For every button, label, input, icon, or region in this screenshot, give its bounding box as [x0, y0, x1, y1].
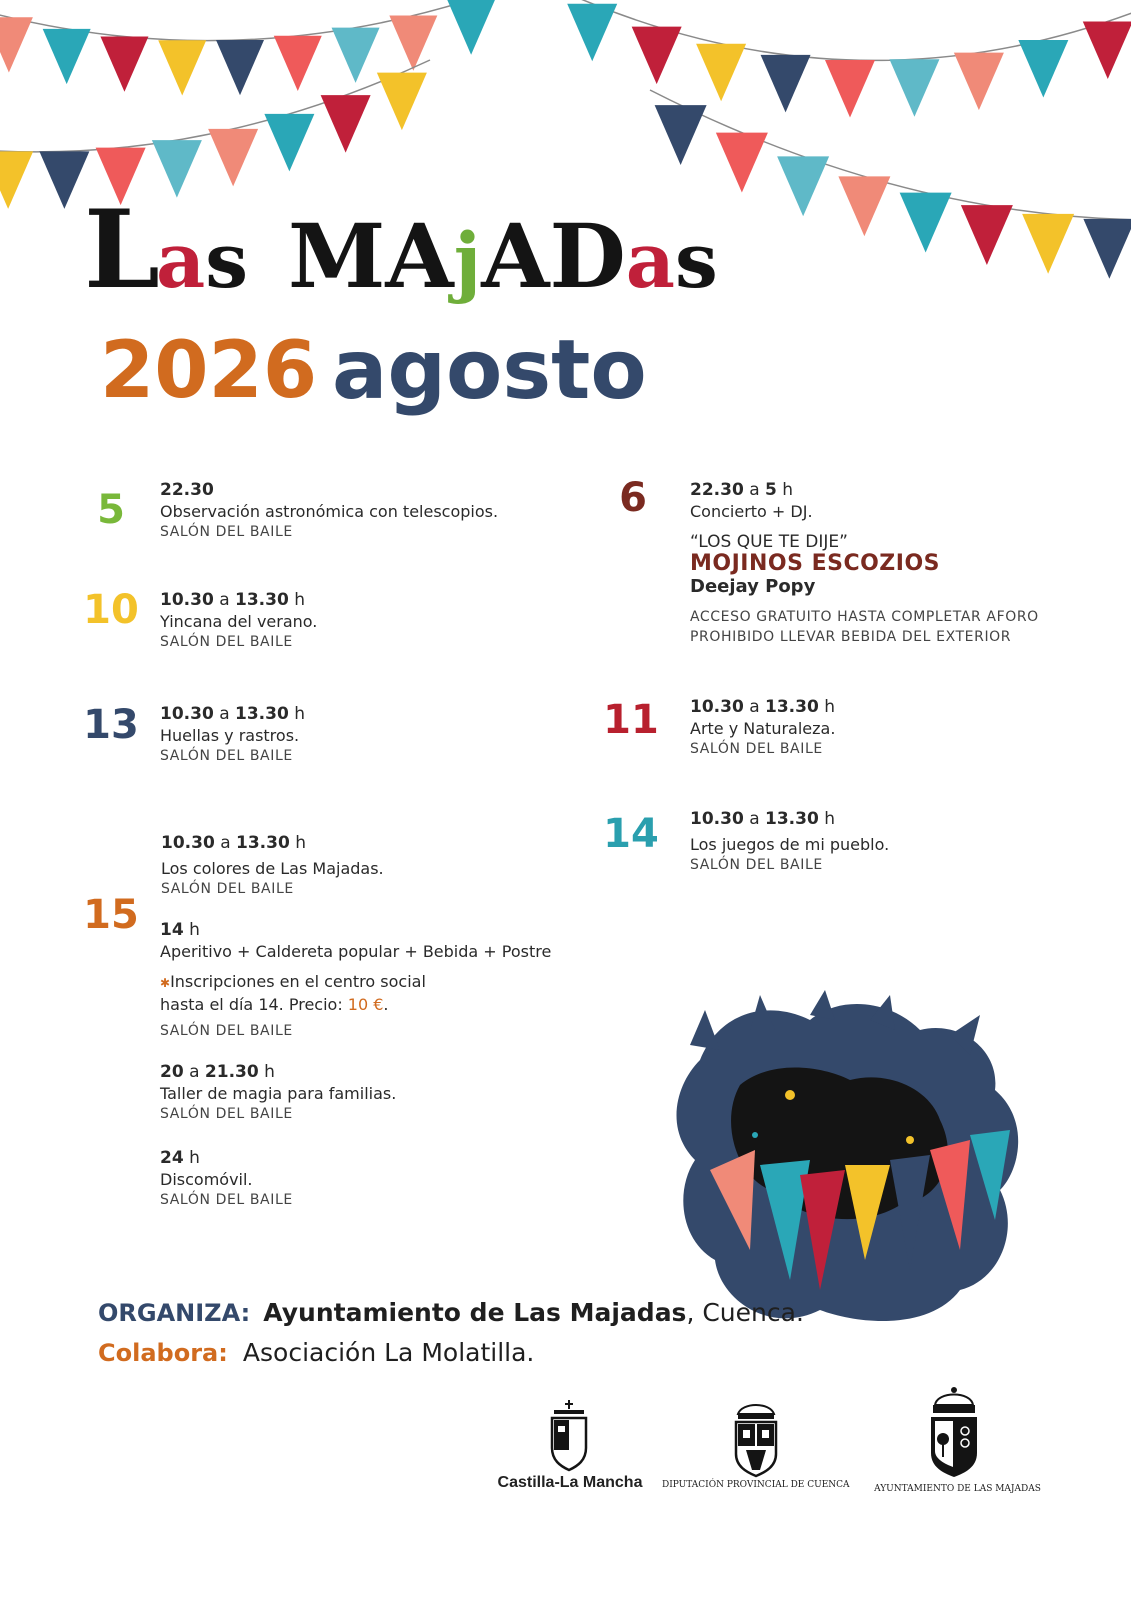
- las-majadas-shield-icon: [925, 1385, 983, 1479]
- logo-caption: AYUNTAMIENTO DE LAS MAJADAS: [874, 1484, 1041, 1494]
- event-description: Concierto + DJ.: [690, 502, 813, 521]
- bunting-flag: [655, 105, 707, 165]
- bunting-flag: [0, 17, 33, 72]
- event-item: [690, 697, 835, 760]
- title-letter: A: [385, 204, 454, 308]
- bunting-flag: [332, 28, 380, 83]
- colabora-name: Asociación La Molatilla.: [242, 1338, 535, 1367]
- bunting-blob-illustration: [660, 990, 1040, 1350]
- organiza-rest: , Cuenca.: [686, 1298, 804, 1327]
- bunting-flag: [632, 27, 682, 85]
- dj-name: Deejay Popy: [690, 576, 816, 597]
- event-time: 10.30 a 13.30 h: [690, 809, 835, 829]
- title-letter: a: [625, 216, 676, 305]
- event-place: SALÓN DEL BAILE: [690, 741, 823, 757]
- bunting-flag: [264, 114, 314, 172]
- bunting-flag: [43, 29, 91, 84]
- event-time: 10.30 a 13.30 h: [160, 590, 305, 610]
- bunting-flag: [889, 59, 939, 117]
- event-item: [690, 480, 1039, 646]
- event-description: Observación astronómica con telescopios.: [160, 502, 499, 521]
- event-time: 20 a 21.30 h: [160, 1062, 275, 1082]
- year-heading: 2026: [100, 326, 318, 416]
- day-number: 11: [603, 697, 659, 743]
- event-item: [690, 809, 889, 876]
- day-number: 10: [83, 587, 139, 633]
- event-time: 10.30 a 13.30 h: [690, 697, 835, 717]
- event-place: SALÓN DEL BAILE: [160, 1106, 293, 1122]
- bunting-flag: [321, 95, 371, 153]
- bunting-flag: [1083, 21, 1131, 79]
- event-description: Arte y Naturaleza.: [690, 719, 836, 738]
- bunting-flag: [838, 176, 890, 236]
- organiza-label: ORGANIZA:: [98, 1299, 251, 1327]
- event-time: 24 h: [160, 1148, 200, 1168]
- event-item: [160, 1062, 396, 1125]
- event-item: [161, 833, 384, 900]
- bunting-flag: [274, 36, 322, 91]
- event-description: Yincana del verano.: [160, 612, 318, 631]
- page-title: [84, 187, 718, 313]
- bunting-flag: [100, 37, 148, 92]
- event-time: 10.30 a 13.30 h: [160, 704, 305, 724]
- bunting-string: [650, 90, 1131, 220]
- bunting-flag: [447, 0, 495, 55]
- bunting-flag: [716, 133, 768, 193]
- title-letter: a: [155, 216, 206, 305]
- event-note: hasta el día 14. Precio: 10 €.: [160, 995, 389, 1014]
- diputacion-cuenca-shield-icon: [730, 1400, 782, 1478]
- day-number: 6: [619, 475, 647, 521]
- event-note: ✱Inscripciones en el centro social: [160, 972, 426, 991]
- event-item: [160, 704, 305, 767]
- event-description: Taller de magia para familias.: [160, 1084, 397, 1103]
- event-price: 10 €: [347, 995, 384, 1014]
- bunting-flag: [954, 53, 1004, 110]
- logo-caption: Castilla-La Mancha: [497, 1474, 643, 1491]
- event-description: Los juegos de mi pueblo.: [690, 835, 890, 854]
- event-item: [160, 1148, 293, 1211]
- day-number: 14: [603, 811, 659, 857]
- event-description: Discomóvil.: [160, 1170, 253, 1189]
- organiza-name: Ayuntamiento de Las Majadas: [263, 1298, 687, 1327]
- event-item: [160, 590, 317, 653]
- colabora-label: Colabora:: [98, 1339, 228, 1367]
- title-letter: s: [205, 216, 248, 305]
- band-name: “LOS QUE TE DIJE”: [690, 532, 848, 552]
- title-letter: L: [84, 187, 160, 313]
- title-letter: A: [481, 204, 550, 308]
- event-place: SALÓN DEL BAILE: [160, 748, 293, 764]
- event-place: SALÓN DEL BAILE: [160, 634, 293, 650]
- bunting-flag: [761, 55, 811, 112]
- event-item: [160, 480, 498, 543]
- event-place: SALÓN DEL BAILE: [160, 524, 293, 540]
- event-place: SALÓN DEL BAILE: [161, 881, 294, 897]
- bunting-flag: [696, 44, 746, 102]
- event-time: 14 h: [160, 920, 200, 940]
- title-letter: s: [675, 216, 718, 305]
- event-place: SALÓN DEL BAILE: [160, 1023, 293, 1039]
- title-letter: M: [287, 204, 386, 308]
- bunting-flag: [961, 205, 1013, 265]
- event-notice: ACCESO GRATUITO HASTA COMPLETAR AFORO: [690, 609, 1039, 625]
- bunting-flag: [1083, 219, 1131, 279]
- event-time: 10.30 a 13.30 h: [161, 833, 306, 853]
- bunting-flag: [777, 156, 829, 216]
- bunting-flag: [900, 193, 952, 253]
- event-notice: PROHIBIDO LLEVAR BEBIDA DEL EXTERIOR: [690, 629, 1012, 645]
- bunting-flag: [216, 40, 264, 95]
- logo-caption: DIPUTACIÓN PROVINCIAL DE CUENCA: [662, 1480, 850, 1490]
- bunting-flag: [389, 16, 437, 71]
- day-number: 15: [83, 892, 139, 938]
- bunting-flag: [1022, 214, 1074, 274]
- credits-colabora: [98, 1338, 534, 1367]
- event-time: 22.30: [160, 480, 214, 500]
- bunting-flag: [39, 151, 89, 209]
- asterisk-icon: ✱: [160, 976, 171, 990]
- bunting-flag: [158, 40, 206, 95]
- month-heading: agosto: [332, 323, 647, 418]
- castilla-la-mancha-shield-icon: [544, 1400, 594, 1472]
- bunting-flag: [377, 73, 427, 131]
- event-place: SALÓN DEL BAILE: [690, 857, 823, 873]
- event-description: Los colores de Las Majadas.: [161, 859, 384, 878]
- event-place: SALÓN DEL BAILE: [160, 1192, 293, 1208]
- band-headline: MOJINOS ESCOZIOS: [690, 551, 940, 576]
- bunting-flag: [825, 60, 875, 118]
- event-description: Aperitivo + Caldereta popular + Bebida + Postre: [160, 942, 552, 961]
- event-item: [160, 920, 551, 1042]
- event-time: 22.30 a 5 h: [690, 480, 794, 500]
- event-description: Huellas y rastros.: [160, 726, 300, 745]
- bunting-flag: [1018, 40, 1068, 98]
- day-number: 13: [83, 702, 139, 748]
- title-letter: D: [549, 204, 626, 308]
- bunting-flag: [567, 4, 617, 62]
- credits-organiza: [98, 1298, 804, 1327]
- bunting-flag: [0, 151, 33, 209]
- title-letter: j: [453, 216, 482, 305]
- bunting-flag: [208, 129, 258, 187]
- day-number: 5: [97, 487, 125, 533]
